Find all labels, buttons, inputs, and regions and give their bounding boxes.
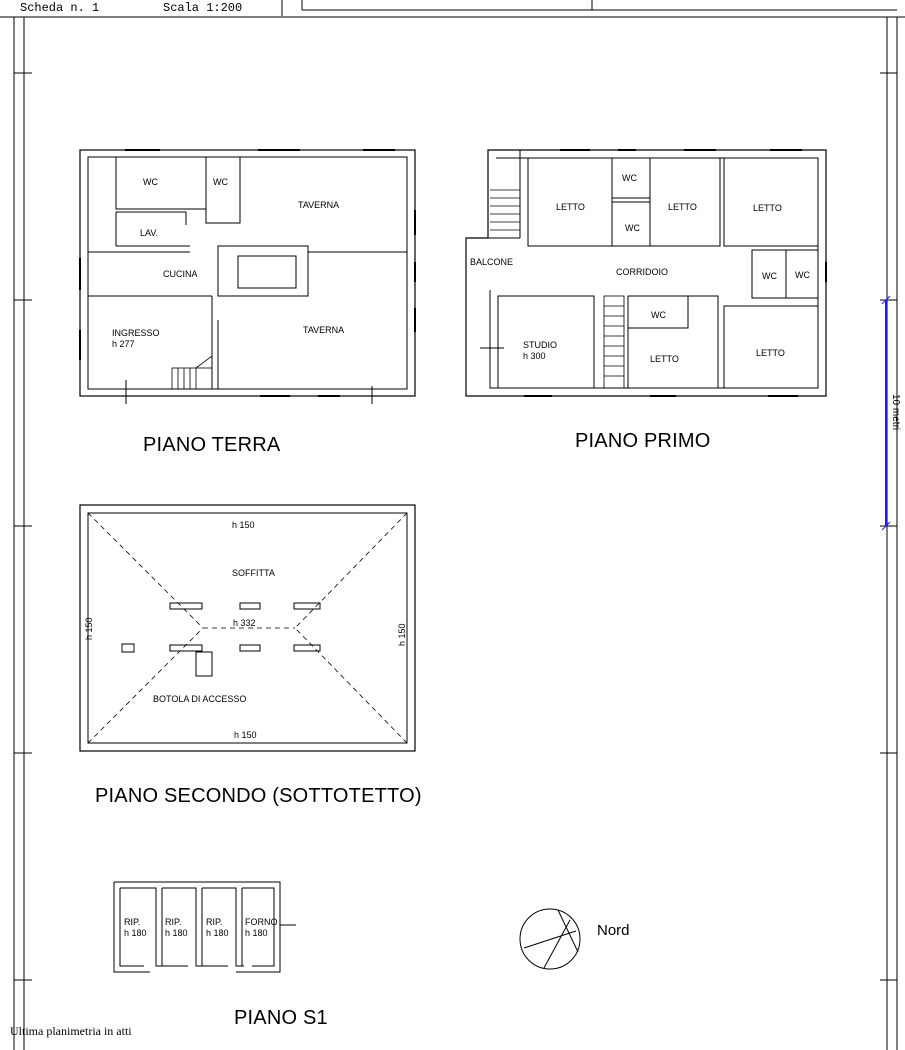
room-height: h 277 [112,339,135,349]
height-label: h 332 [233,618,256,628]
room-label: INGRESSO [112,328,160,338]
scale-bar [882,296,890,530]
plan-title-piano-primo: PIANO PRIMO [575,430,711,452]
room-label: STUDIO [523,340,558,350]
room-label: LETTO [668,202,697,212]
room-label: LETTO [556,202,585,212]
height-label: h 150 [234,730,257,740]
room-height: h 180 [165,928,188,938]
plan-piano-terra [80,150,415,404]
room-label: LETTO [753,203,782,213]
room-label: FORNO [245,917,278,927]
height-label: h 150 [84,617,94,640]
compass-label: Nord [597,922,630,939]
plan-title-piano-terra: PIANO TERRA [143,434,281,456]
scale-bar-label: 10 metri [890,394,901,431]
room-label: WC [622,173,637,183]
room-height: h 300 [523,351,546,361]
scale-ratio: Scala 1:200 [163,1,243,15]
room-label: CUCINA [163,269,198,279]
scheda-number: Scheda n. 1 [20,1,100,15]
plan-title-piano-secondo: PIANO SECONDO (SOTTOTETTO) [95,785,422,807]
room-label: BALCONE [470,257,514,267]
room-label: LETTO [650,354,679,364]
room-label: CORRIDOIO [616,267,669,277]
room-label: TAVERNA [298,200,340,210]
room-label: BOTOLA DI ACCESSO [153,694,247,704]
height-label: h 150 [232,520,255,530]
room-label: RIP. [206,917,223,927]
room-height: h 180 [124,928,147,938]
room-label: WC [213,177,228,187]
room-label: WC [625,223,640,233]
room-label: WC [762,271,777,281]
room-label: WC [143,177,158,187]
room-label: SOFFITTA [232,568,275,578]
plan-title-piano-s1: PIANO S1 [234,1007,328,1029]
room-height: h 180 [206,928,229,938]
room-label: WC [651,310,666,320]
plan-piano-s1 [114,882,296,972]
room-label: WC [795,270,810,280]
room-label: LETTO [756,348,785,358]
room-label: RIP. [124,917,141,927]
height-label: h 150 [397,623,407,646]
plan-piano-secondo [80,505,415,751]
room-height: h 180 [245,928,268,938]
room-label: RIP. [165,917,182,927]
room-label: TAVERNA [303,325,345,335]
room-label: LAV. [140,228,159,238]
footer-note: Ultima planimetria in atti [10,1024,132,1038]
north-arrow-icon [520,909,580,969]
